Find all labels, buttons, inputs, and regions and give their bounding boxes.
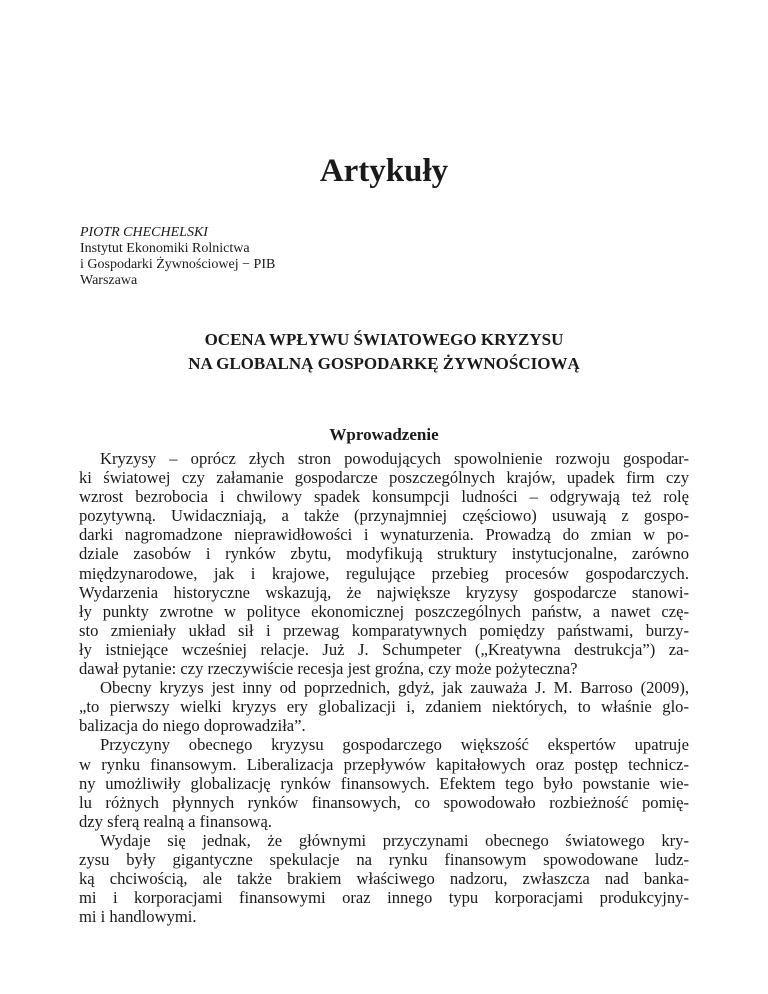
paragraph-line: darki nagromadzone nieprawidłowości i wynaturzenia. Prowadzą do zmian w po- — [79, 525, 689, 545]
paragraph-line: Przyczyny obecnego kryzysu gospodarczego większość ekspertów upatruje — [100, 735, 689, 755]
paragraph-line: mi i handlowymi. — [79, 907, 197, 927]
paragraph-line: dziale zasobów i rynków zbytu, modyfikują struktury instytucjonalne, zarówno — [79, 544, 689, 564]
paragraph-line: Obecny kryzys jest inny od poprzednich, gdyż, jak zauważa J. M. Barroso (2009), — [100, 678, 689, 698]
paragraph-line: wzrost bezrobocia i chwilowy spadek konsumpcji ludności – odgrywają też rolę — [79, 487, 689, 507]
paragraph-line: ką chciwością, ale także brakiem właściwego nadzoru, zwłaszcza nad banka- — [79, 869, 689, 889]
article-title — [0, 328, 768, 376]
paragraph — [79, 831, 689, 926]
affiliation-line: Instytut Ekonomiki Rolnictwa — [80, 241, 250, 256]
paragraph-line: pozytywną. Uwidaczniają, a także (przynajmniej częściowo) usuwają z gospo- — [79, 506, 689, 526]
paragraph-line: ny umożliwiły globalizację rynków finansowych. Efektem tego było powstanie wie- — [79, 773, 689, 793]
paragraph-line: międzynarodowe, jak i krajowe, regulujące przebieg procesów gospodarczych. — [79, 563, 689, 583]
paragraph-line: balizacja do niego doprowadziła”. — [79, 716, 306, 736]
article-title-line: OCENA WPŁYWU ŚWIATOWEGO KRYZYSU — [204, 330, 564, 349]
affiliation-line: i Gospodarki Żywnościowej − PIB — [80, 257, 276, 272]
paragraph-line: zysu były gigantyczne spekulacje na rynku finansowym spowodowane ludz- — [79, 849, 689, 869]
paragraph-line: Wydarzenia historyczne wskazują, że największe kryzysy gospodarcze stanowi- — [79, 582, 689, 602]
paragraph-line: ły istniejące wcześniej relacje. Już J. Schumpeter („Kreatywna destrukcja”) za- — [79, 639, 689, 659]
body-text — [79, 449, 689, 926]
paragraph — [79, 678, 689, 735]
paragraph-line: sto zmieniały układ sił i przewag komparatywnych pomiędzy państwami, burzy- — [79, 620, 689, 640]
affiliation-line: Warszawa — [80, 273, 138, 288]
paragraph-line: mi i korporacjami finansowymi oraz innego typu korporacjami produkcyjny- — [79, 888, 689, 908]
paragraph-line: dawał pytanie: czy rzeczywiście recesja jest groźna, czy może pożyteczna? — [79, 659, 578, 679]
paragraph — [79, 449, 689, 678]
paragraph-line: „to pierwszy wielki kryzys ery globalizacji i, zdaniem niektórych, to właśnie glo- — [79, 697, 689, 717]
article-title-line: NA GLOBALNĄ GOSPODARKĘ ŻYWNOŚCIOWĄ — [188, 354, 580, 373]
section-title: Artykuły — [319, 153, 449, 189]
paragraph-line: w rynku finansowym. Liberalizacja przepływów kapitałowych oraz postęp technicz- — [79, 754, 689, 774]
author-block — [80, 225, 275, 289]
paragraph-line: lu różnych płynnych rynków finansowych, co spowodowało rozbieżność pomię- — [79, 792, 689, 812]
paragraph-line: Kryzysy – oprócz złych stron powodujących spowolnienie rozwoju gospodar- — [100, 449, 689, 468]
paragraph-line: dzy sferą realną a finansową. — [79, 811, 273, 831]
paragraph-line: Wydaje się jednak, że głównymi przyczynami obecnego światowego kry- — [100, 830, 689, 850]
author-name: PIOTR CHECHELSKI — [80, 225, 208, 240]
paragraph-line: ki światowej czy załamanie gospodarcze poszczególnych krajów, upadek firm czy — [79, 468, 689, 488]
paragraph — [79, 735, 689, 830]
paragraph-line: ły punkty zwrotne w polityce ekonomicznej poszczególnych państw, a nawet czę- — [79, 601, 689, 621]
section-heading: Wprowadzenie — [329, 425, 439, 444]
